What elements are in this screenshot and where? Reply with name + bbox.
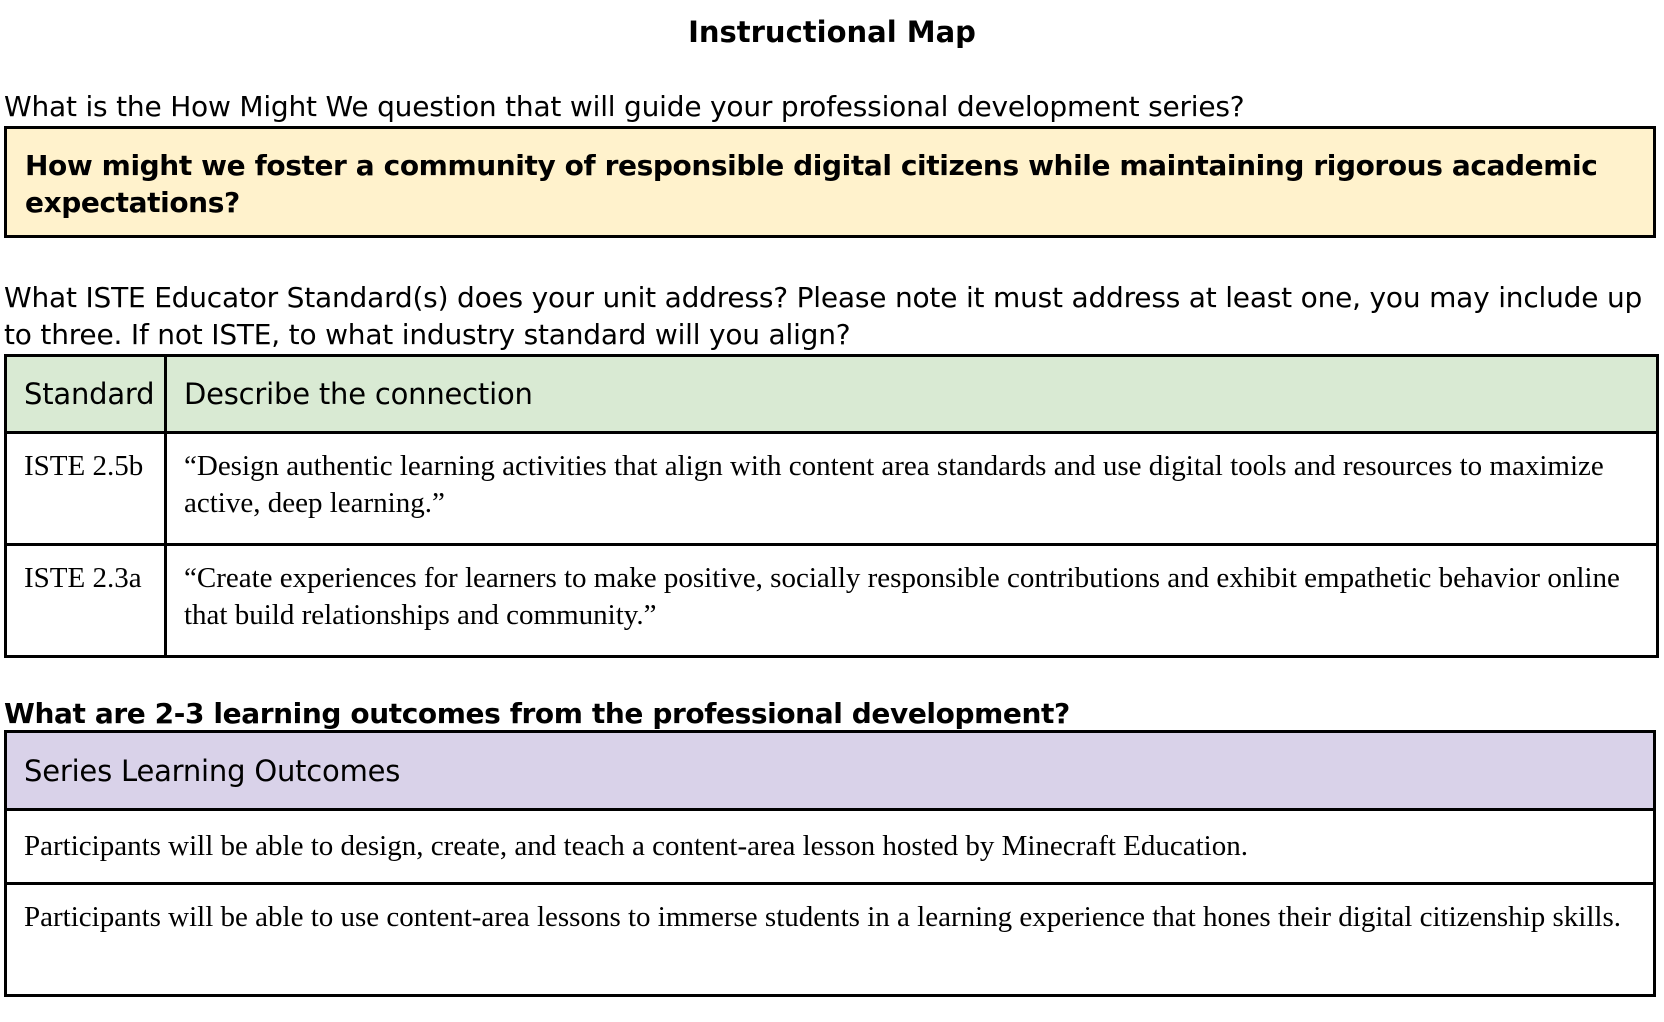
outcomes-question-prompt: What are 2-3 learning outcomes from the professional development?	[4, 697, 1070, 730]
page-title: Instructional Map	[688, 15, 976, 49]
table-row	[6, 884, 1655, 996]
standard-column-header: Standard	[6, 356, 166, 433]
hmw-question-prompt: What is the How Might We question that will guide your professional development series?	[4, 90, 1245, 123]
table-row	[6, 810, 1655, 884]
standards-table	[4, 354, 1659, 658]
hmw-answer-box: How might we foster a community of responsible digital citizens while maintaining rigorous academic expectations?	[4, 126, 1656, 238]
outcomes-table	[4, 730, 1656, 997]
outcomes-table-header	[6, 732, 1655, 810]
table-row	[6, 545, 1658, 657]
table-row	[6, 433, 1658, 545]
standard-cell: ISTE 2.3a	[6, 545, 166, 657]
connection-column-header: Describe the connection	[166, 356, 1658, 433]
standards-question-prompt: What ISTE Educator Standard(s) does your unit address? Please note it must address at least one, you may include up to three. If not ISTE, to what industry standard will you align?	[4, 281, 1643, 351]
outcome-cell: Participants will be able to use content-area lessons to immerse students in a learning experience that hones their digital citizenship skills.	[6, 884, 1655, 996]
standards-table-header	[6, 356, 1658, 433]
outcomes-column-header: Series Learning Outcomes	[6, 732, 1655, 810]
connection-cell: “Create experiences for learners to make positive, socially responsible contributions and exhibit empathetic behavior online that build relationships and community.”	[166, 545, 1658, 657]
outcome-cell: Participants will be able to design, create, and teach a content-area lesson hosted by Minecraft Education.	[6, 810, 1655, 884]
connection-cell: “Design authentic learning activities that align with content area standards and use digital tools and resources to maximize active, deep learning.”	[166, 433, 1658, 545]
standard-cell: ISTE 2.5b	[6, 433, 166, 545]
